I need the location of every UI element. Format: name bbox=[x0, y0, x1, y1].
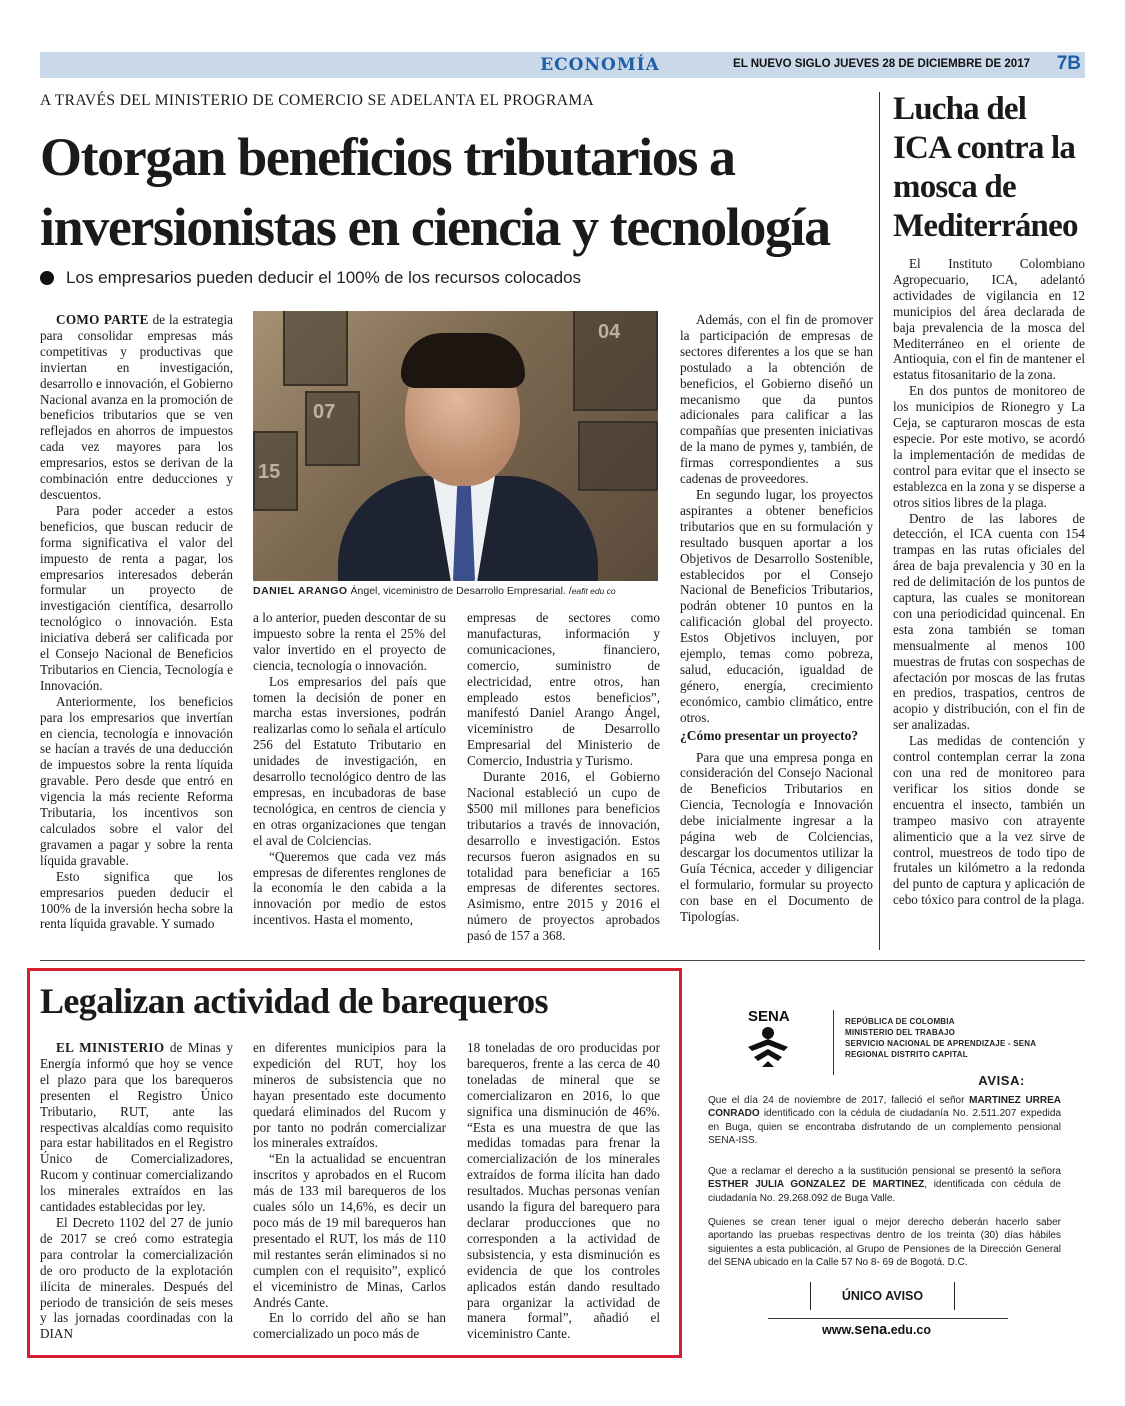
sena-logo-icon bbox=[740, 1005, 820, 1075]
notice-paragraph bbox=[708, 1094, 1061, 1148]
barequeros-paragraph: En lo corrido del año se han comercializado un poco más de bbox=[253, 1310, 446, 1342]
barequeros-column-3 bbox=[467, 1040, 660, 1342]
unico-aviso-label: ÚNICO AVISO bbox=[810, 1282, 955, 1310]
sena-organization bbox=[845, 1016, 1036, 1060]
article-kicker: A TRAVÉS DEL MINISTERIO DE COMERCIO SE ADELANTA EL PROGRAMA bbox=[40, 92, 595, 109]
barequeros-paragraph: 18 toneladas de oro producidas por barequeros, frente a las cerca de 40 toneladas de mineral que se comercializaron en 2016, lo que significa una disminución de 46%. “Esta es una muestra de que las medidas tomadas para frenar la comercialización de los minerales extraídos de forma ilícita han dado resultados. Muchas personas venían usando la figura del barequero para declarar producciones que no corresponden a la actividad de subsistencia, y esta disminución es evidencia de que los controles aplicados están dando resultado para organizar la actividad de manera formal”, añadió el viceministro Cante. bbox=[467, 1040, 660, 1342]
article-subtitle bbox=[40, 268, 581, 288]
article-paragraph: “Queremos que cada vez más empresas de diferentes renglones de la economía le den cabida a la innovación por medio de estos incentivos. Hasta el momento, bbox=[253, 848, 446, 928]
web-suffix: .edu.co bbox=[887, 1323, 932, 1337]
notice-paragraph bbox=[708, 1165, 1061, 1205]
article-column-1 bbox=[40, 312, 233, 932]
sidebar-headline: Lucha del ICA contra la mosca de Mediterráneo bbox=[893, 91, 1078, 244]
notice-text: Que a reclamar el derecho a la sustitución pensional se presentó la señora bbox=[708, 1166, 1061, 1177]
article-paragraph: Además, con el fin de promover la participación de empresas de sectores diferentes a los que se han postulado a la obtención de beneficios, el Gobierno diseñó un mecanismo que da puntos adicionales para calificar a las compañías que presenten iniciativas de la mano de pymes y, también, de firmas correspondientes a sus cadenas de proveedores. bbox=[680, 312, 873, 487]
notice-text: Que el día 24 de noviembre de 2017, falleció el señor bbox=[708, 1095, 970, 1106]
sidebar-paragraph: En dos puntos de monitoreo de los municipios de Rionegro y La Ceja, se capturaron moscas de esta especie. Por este motivo, se acordó la implementación de medidas de control para evitar que el insecto se establezca en la zona y se disperse a otros sitios libres de la plaga. bbox=[893, 383, 1085, 510]
article-paragraph-text: de la estrategia para consolidar empresas más competitivas y productivas que inviertan en investigación, desarrollo e innovación, el Gobierno Nacional avanza en la promoción de beneficios tributarios que se ven reflejados en ahorros de impuestos cada vez mayores para los empresarios, estos se derivan de la combinación entre deducciones y descuentos. bbox=[40, 312, 233, 502]
section-header-bar bbox=[40, 52, 1085, 78]
article-paragraph: Para poder acceder a estos beneficios, que buscan reducir de forma significativa el valor del impuesto de renta a pagar, los empresarios interesados deberán formular un proyecto de investigación científica, desarrollo tecnológico o innovación. Esta iniciativa deberá ser calificada por el Consejo Nacional de Beneficios Tributarios en Ciencia, Tecnología e Innovación. bbox=[40, 502, 233, 693]
notice-text: identificado con la cédula de ciudadanía No. 2.511.207 expedida en Buga, quien se encontraba disfrutando de un complemento pensional SENA-ISS. bbox=[708, 1108, 1061, 1147]
article-paragraph: Durante 2016, el Gobierno Nacional estableció un cupo de $500 mil millones para beneficios tributarios a través de innovación, desarrollo e investigación. Estos recursos fueron asignados en su totalidad para beneficiar a 165 empresas de diferentes sectores. Asimismo, entre 2015 y 2016 el número de proyectos aprobados pasó de 157 a 368. bbox=[467, 769, 660, 944]
article-paragraph: Para que una empresa ponga en consideración del Consejo Nacional de Beneficios Tributarios en Ciencia, Tecnología e Innovación debe inicialmente ingresar a la página web de Colciencias, descargar los documentos utilizar la Guía Técnica, acceder y diligenciar el formulario, formular su proyecto con base en el Documento de Tipologías. bbox=[680, 749, 873, 924]
viceminister-photo bbox=[253, 311, 658, 581]
page-number: 7B bbox=[1056, 53, 1081, 74]
sena-website-link[interactable] bbox=[822, 1322, 931, 1338]
org-line: SERVICIO NACIONAL DE APRENDIZAJE - SENA bbox=[845, 1039, 1037, 1048]
photo-decor: 15 bbox=[258, 461, 281, 483]
sena-logo-text: SENA bbox=[748, 1008, 790, 1025]
barequeros-paragraph: “En la actualidad se encuentran inscritos y aprobados en el Rucom más de 133 mil barequeros de los cuales sólo un 14,6%, es decir un poco más de 19 mil barequeros han presentado el RUT, los más de 110 mil restantes serán eliminados si no cumplen con el requisito”, explicó el viceministro de Minas, Carlos Andrés Cante. bbox=[253, 1151, 446, 1310]
photo-caption bbox=[253, 585, 663, 597]
notice-divider bbox=[833, 1010, 834, 1075]
barequeros-column-1 bbox=[40, 1040, 233, 1342]
org-line: MINISTERIO DEL TRABAJO bbox=[845, 1028, 956, 1037]
caption-name: DANIEL ARANGO bbox=[253, 585, 348, 597]
photo-panel bbox=[283, 311, 348, 386]
article-paragraph: Los empresarios del país que tomen la decisión de poner en marcha estas inversiones, podrán realizarlas como lo señala el artículo 256 del Estatuto Tributario en unidades de investigación, en desarrollo tecnológico dentro de las empresas, en incubadoras de base tecnológica, en centros de ciencia y en otras organizaciones que tengan el aval de Colciencias. bbox=[253, 673, 446, 848]
article-paragraph: a lo anterior, pueden descontar de su impuesto sobre la renta el 25% del valor invertido en el proyecto de ciencia, tecnología o innovación. bbox=[253, 610, 446, 673]
barequeros-lead: EL MINISTERIO bbox=[56, 1040, 165, 1055]
article-lead: COMO PARTE bbox=[56, 312, 149, 327]
sidebar-paragraph: El Instituto Colombiano Agropecuario, ICA, adelantó actividades de vigilancia en 12 municipios del área declarada de baja prevalencia de la mosca del Mediterráneo en el oriente de Antioquia, con el fin de mantener el estatus fitosanitario de la zona. bbox=[893, 256, 1085, 383]
notice-text: , identificada con cédula de ciudadanía No. 29.268.092 de Buga Valle. bbox=[708, 1179, 1061, 1204]
bullet-icon bbox=[40, 271, 54, 285]
article-paragraph bbox=[40, 312, 233, 503]
dateline: EL NUEVO SIGLO JUEVES 28 DE DICIEMBRE DE 2017 bbox=[733, 58, 1030, 70]
barequeros-paragraph bbox=[40, 1040, 233, 1215]
article-column-3 bbox=[467, 610, 660, 944]
notice-paragraph: Quienes se crean tener igual o mejor derecho deberán hacerlo saber aportando las pruebas respectivas dentro de los treinta (30) días hábiles siguientes a esta publicación, al Grupo de Pensiones de la Dirección General del SENA ubicado en la Calle 57 No 8- 69 de Bogotá. D.C. bbox=[708, 1217, 1061, 1269]
article-paragraph: En segundo lugar, los proyectos aspirantes a obtener beneficios tributarios que en su formulación y resultado busquen aportar a los Objetivos de Desarrollo Sostenible, establecidos por el Consejo Nacional de Beneficios Tributarios, podrán obtener 10 puntos en la calificación global del proyecto. Estos Objetivos incluyen, por ejemplo, temas como pobreza, salud, educación, igualdad de género, energía, crecimiento económico, cambio climático, entre otros. bbox=[680, 486, 873, 725]
section-divider bbox=[40, 960, 1085, 961]
barequeros-paragraph: en diferentes municipios para la expedición del RUT, hoy los mineros de subsistencia que no hayan presentado este documento quedará eliminados del Rucom y por tanto no podrán comercializar los minerales extraídos. bbox=[253, 1040, 446, 1151]
article-column-4 bbox=[680, 312, 873, 925]
caption-text: Ángel, viceministro de Desarrollo Empresarial. / bbox=[347, 585, 572, 597]
photo-decor: 04 bbox=[598, 321, 621, 343]
column-divider bbox=[879, 92, 880, 950]
web-prefix: www. bbox=[822, 1323, 855, 1337]
sidebar-column bbox=[893, 256, 1085, 908]
org-line: REPÚBLICA DE COLOMBIA bbox=[845, 1017, 955, 1026]
article-column-2 bbox=[253, 610, 446, 928]
section-name: ECONOMÍA bbox=[540, 55, 660, 75]
web-brand: sena bbox=[854, 1322, 888, 1338]
article-headline: Otorgan beneficios tributarios a inversionistas en ciencia y tecnología bbox=[40, 127, 830, 257]
notice-avisa: AVISA: bbox=[978, 1073, 1025, 1088]
photo-hair bbox=[401, 333, 525, 388]
org-line: REGIONAL DISTRITO CAPITAL bbox=[845, 1050, 968, 1059]
article-subhead: ¿Cómo presentar un proyecto? bbox=[680, 727, 859, 743]
sidebar-paragraph: Las medidas de contención y control contemplan cerrar la zona con una red de monitoreo para verificar los sitios donde se encuentra el insecto, también un trampeo masivo con atrayente alimenticio que a la vez sirve de control, muestreos de todo tipo de frutales un kilómetro a la redonda del punto de captura y aplicación de cebo tóxico para control de la plaga. bbox=[893, 733, 1085, 908]
deceased-name: MARTINEZ URREA CONRADO bbox=[708, 1095, 1062, 1120]
claimant-name: ESTHER JULIA GONZALEZ DE MARTINEZ bbox=[708, 1179, 925, 1191]
photo-decor: 07 bbox=[313, 401, 336, 423]
article-subtitle-text: Los empresarios pueden deducir el 100% de los recursos colocados bbox=[66, 268, 582, 287]
article-paragraph: empresas de sectores como manufacturas, información y comunicaciones, financiero, comercio, suministro de electricidad, entre otros, han empleado estos beneficios”, manifestó Daniel Arango Ángel, viceministro de Desarrollo Empresarial del Ministerio de Comercio, Industria y Turismo. bbox=[467, 610, 660, 769]
barequeros-paragraph: El Decreto 1102 del 27 de junio de 2017 se creó como estrategia para controlar la comercialización de oro producto de la explotación ilícita de minerales. Después del periodo de transición de seis meses y las jornadas coordinadas con la DIAN bbox=[40, 1214, 233, 1342]
article-paragraph: Esto significa que los empresarios pueden deducir el 100% de la inversión hecha sobre la renta líquida gravable. Y sumado bbox=[40, 868, 233, 932]
photo-credit: eafit edu co bbox=[571, 586, 616, 596]
photo-panel bbox=[578, 421, 658, 491]
barequeros-headline: Legalizan actividad de barequeros bbox=[40, 981, 548, 1021]
notice-rule bbox=[768, 1318, 1008, 1319]
sidebar-paragraph: Dentro de las labores de detección, el ICA cuenta con 154 trampas en las rutas oficiales del área de baja prevalencia y 30 en la red de delimitación de los puntos de captura, las cuales se monitorean con una periodicidad quincenal. En esta zona también se toman mensualmente al menos 100 muestras de frutas con sospechas de afectación por moscas de las frutas en predios, traspatios, centros de acopio y distribución, con el fin de ser analizadas. bbox=[893, 510, 1085, 733]
barequeros-column-2 bbox=[253, 1040, 446, 1342]
barequeros-paragraph-text: de Minas y Energía informó que hoy se vence el plazo para que los barequeros presenten el Registro Único Tributario, RUT, ante las respectivas alcaldías como requisito para estar habilitados en el Registro Único de Comercializadores, Rucom y continuar comercializando los minerales extraídos en las cantidades establecidas por ley. bbox=[40, 1040, 233, 1215]
article-paragraph: Anteriormente, los beneficios para los empresarios que invertían en ciencia, tecnología e innovación se hacían a través de una deducción de impuestos sobre la renta líquida gravable. Pero desde que entró en vigencia la más reciente Reforma Tributaria, los incentivos son calculados sobre el valor del gravamen a pagar y sobre la renta líquida gravable. bbox=[40, 693, 233, 868]
